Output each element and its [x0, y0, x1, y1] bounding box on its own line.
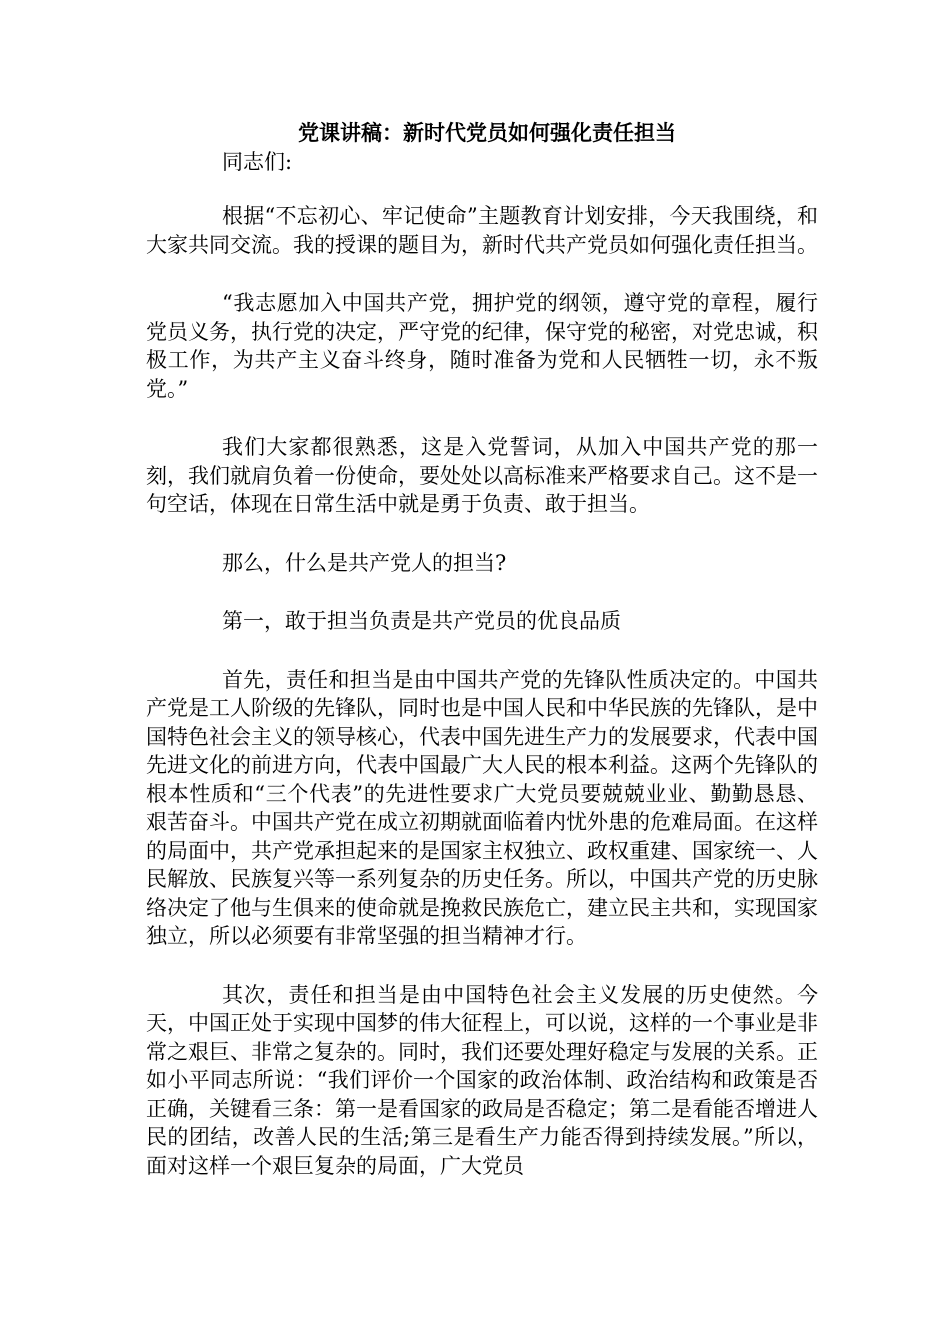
paragraph-question: 那么，什么是共产党人的担当? — [222, 550, 507, 575]
salutation: 同志们: — [222, 150, 293, 174]
document-title: 党课讲稿：新时代党员如何强化责任担当 — [298, 120, 676, 145]
paragraph-second-point: 其次，责任和担当是由中国特色社会主义发展的历史使然。今天，中国正处于实现中国梦的伟大征程上，可以说，这样的一个事业是非常之艰巨、非常之复杂的。同时，我们还要处理好稳定与发展的关系。正如小平同志所说：“我们评价一个国家的政治体制、政治结构和政策是否正确，关键看三条：第一是看国家的政局是否稳定；第二是看能否增进人民的团结，改善人民的生活;第三是看生产力能否得到持续发展。”所以，面对这样一个艰巨复杂的局面，广大党员 — [146, 982, 818, 1178]
paragraph-oath: “我志愿加入中国共产党，拥护党的纲领，遵守党的章程，履行党员义务，执行党的决定，严守党的纪律，保守党的秘密，对党忠诚，积极工作，为共产主义奋斗终身，随时准备为党和人民牺牲一切，永不叛党。” — [146, 291, 818, 401]
paragraph-oath-meaning: 我们大家都很熟悉，这是入党誓词，从加入中国共产党的那一刻，我们就肩负着一份使命，要处处以高标准来严格要求自己。这不是一句空话，体现在日常生活中就是勇于负责、敢于担当。 — [146, 435, 818, 516]
section-heading-first: 第一，敢于担当负责是共产党员的优良品质 — [222, 609, 621, 633]
paragraph-first-point: 首先，责任和担当是由中国共产党的先锋队性质决定的。中国共产党是工人阶级的先锋队，同时也是中国人民和中华民族的先锋队，是中国特色社会主义的领导核心，代表中国先进生产力的发展要求，代表中国先进文化的前进方向，代表中国最广大人民的根本利益。这两个先锋队的根本性质和“三个代表”的先进性要求广大党员要兢兢业业、勤勤恳恳、艰苦奋斗。中国共产党在成立初期就面临着内忧外患的危难局面。在这样的局面中，共产党承担起来的是国家主权独立、政权重建、国家统一、人民解放、民族复兴等一系列复杂的历史任务。所以，中国共产党的历史脉络决定了他与生俱来的使命就是挽救民族危亡，建立民主共和，实现国家独立，所以必须要有非常坚强的担当精神才行。 — [146, 667, 818, 948]
document-page — [146, 118, 818, 1180]
paragraph-intro: 根据“不忘初心、牢记使命”主题教育计划安排，今天我围绕，和大家共同交流。我的授课的题目为，新时代共产党员如何强化责任担当。 — [146, 204, 818, 257]
